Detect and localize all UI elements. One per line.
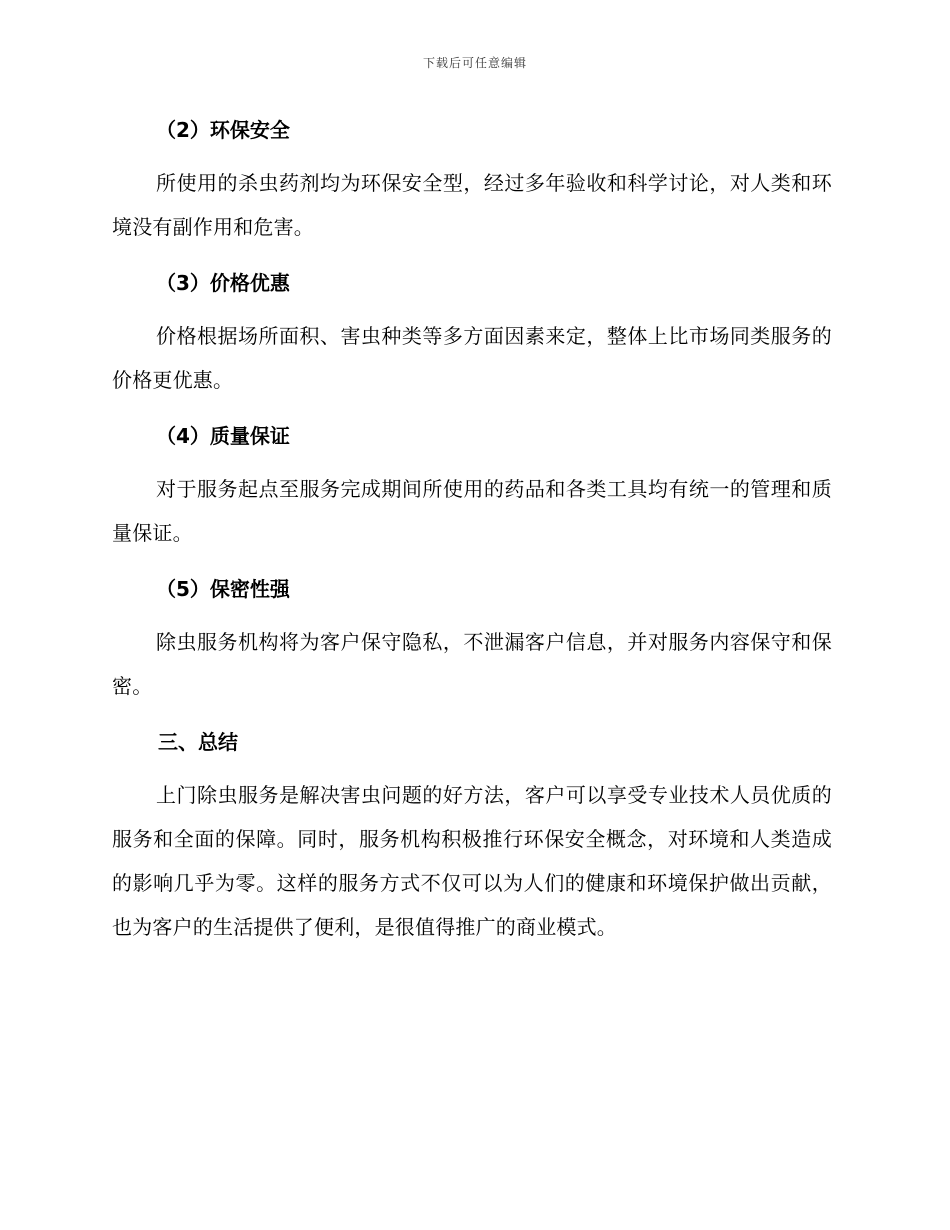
section-heading-price-advantage: （3）价格优惠 bbox=[156, 271, 290, 295]
section-paragraph-summary: 上门除虫服务是解决害虫问题的好方法，客户可以享受专业技术人员优质的服务和全面的保障。同时，服务机构积极推行环保安全概念，对环境和人类造成的影响几乎为零。这样的服务方式不仅可以为人们的健康和环境保护做出贡献，也为客户的生活提供了便利，是很值得推广的商业模式。 bbox=[112, 783, 832, 939]
section-heading-confidentiality: （5）保密性强 bbox=[156, 577, 290, 601]
section-paragraph-environmental-safety: 所使用的杀虫药剂均为环保安全型，经过多年验收和科学讨论，对人类和环境没有副作用和危害。 bbox=[112, 171, 832, 239]
section-paragraph-price-advantage: 价格根据场所面积、害虫种类等多方面因素来定，整体上比市场同类服务的价格更优惠。 bbox=[112, 324, 832, 392]
section-paragraph-confidentiality: 除虫服务机构将为客户保守隐私，不泄漏客户信息，并对服务内容保守和保密。 bbox=[112, 630, 832, 698]
section-heading-environmental-safety: （2）环保安全 bbox=[156, 118, 290, 142]
section-heading-quality-assurance: （4）质量保证 bbox=[156, 424, 290, 448]
page-header-note: 下载后可任意编辑 bbox=[422, 56, 527, 70]
document-body bbox=[112, 108, 832, 949]
section-paragraph-quality-assurance: 对于服务起点至服务完成期间所使用的药品和各类工具均有统一的管理和质量保证。 bbox=[112, 477, 832, 545]
section-heading-summary: 三、总结 bbox=[158, 730, 238, 754]
